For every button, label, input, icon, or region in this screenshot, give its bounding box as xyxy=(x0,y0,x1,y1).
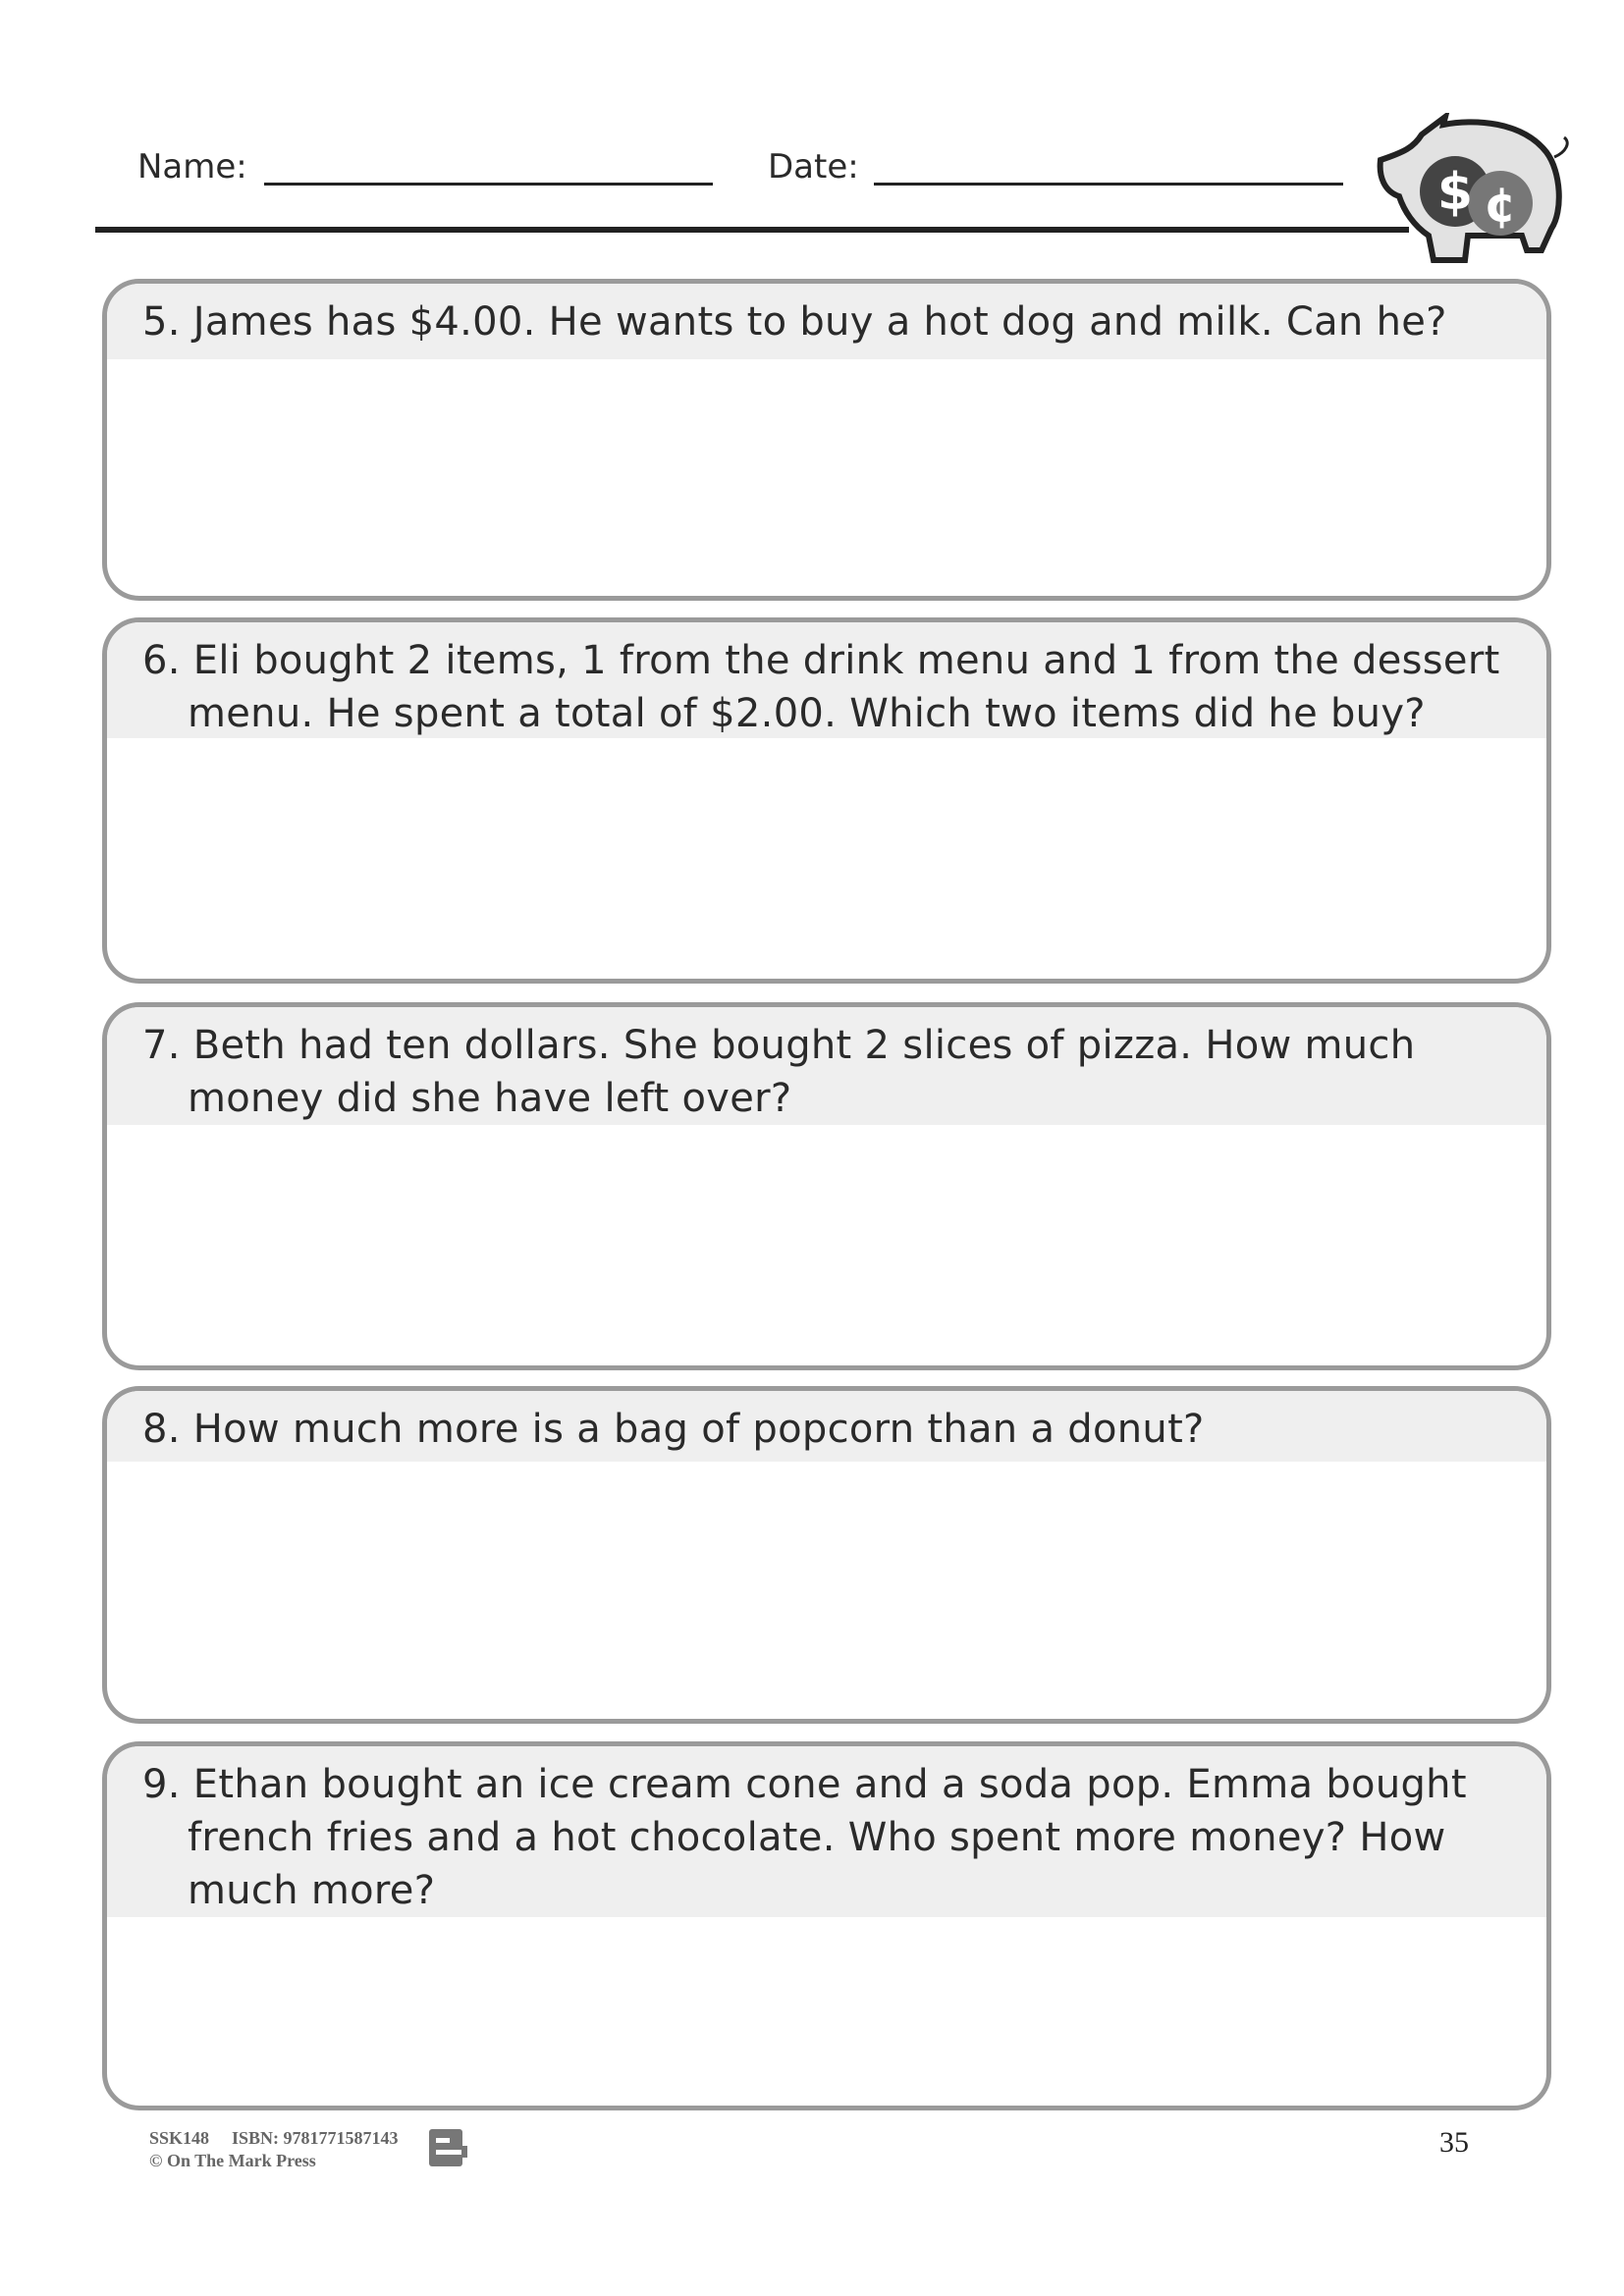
header-divider xyxy=(95,227,1409,233)
answer-area[interactable] xyxy=(107,1917,1546,2106)
answer-area[interactable] xyxy=(107,1462,1546,1717)
question-text: 9. Ethan bought an ice cream cone and a soda pop. Emma bought french fries and a hot chocolate. Who spent more money? How much more? xyxy=(142,1762,1467,1913)
date-label: Date: xyxy=(768,147,859,187)
answer-area[interactable] xyxy=(107,738,1546,979)
svg-text:¢: ¢ xyxy=(1484,178,1517,233)
answer-area[interactable] xyxy=(107,359,1546,595)
question-text: 8. How much more is a bag of popcorn than a donut? xyxy=(142,1407,1205,1452)
question-box-9 xyxy=(102,1741,1551,2110)
copyright: © On The Mark Press xyxy=(149,2151,316,2170)
question-text: 6. Eli bought 2 items, 1 from the drink menu and 1 from the dessert menu. He spent a total of $2.00. Which two items did he buy? xyxy=(142,638,1500,736)
page-number: 35 xyxy=(1439,2126,1469,2159)
product-code: SSK148 xyxy=(149,2128,210,2148)
question-text: 5. James has $4.00. He wants to buy a hot dog and milk. Can he? xyxy=(142,299,1447,345)
isbn: ISBN: 9781771587143 xyxy=(232,2128,399,2148)
question-text: 7. Beth had ten dollars. She bought 2 slices of pizza. How much money did she have left over? xyxy=(142,1023,1416,1121)
name-field[interactable] xyxy=(264,183,713,186)
question-box-6 xyxy=(102,617,1551,984)
question-box-5 xyxy=(102,279,1551,601)
piggy-bank-logo-icon xyxy=(1375,113,1581,270)
date-field[interactable] xyxy=(874,183,1343,186)
answer-area[interactable] xyxy=(107,1125,1546,1365)
name-label: Name: xyxy=(137,147,247,187)
svg-text:$: $ xyxy=(1436,163,1474,222)
question-box-8 xyxy=(102,1386,1551,1724)
question-box-7 xyxy=(102,1002,1551,1370)
publisher-logo-icon xyxy=(428,2128,469,2167)
